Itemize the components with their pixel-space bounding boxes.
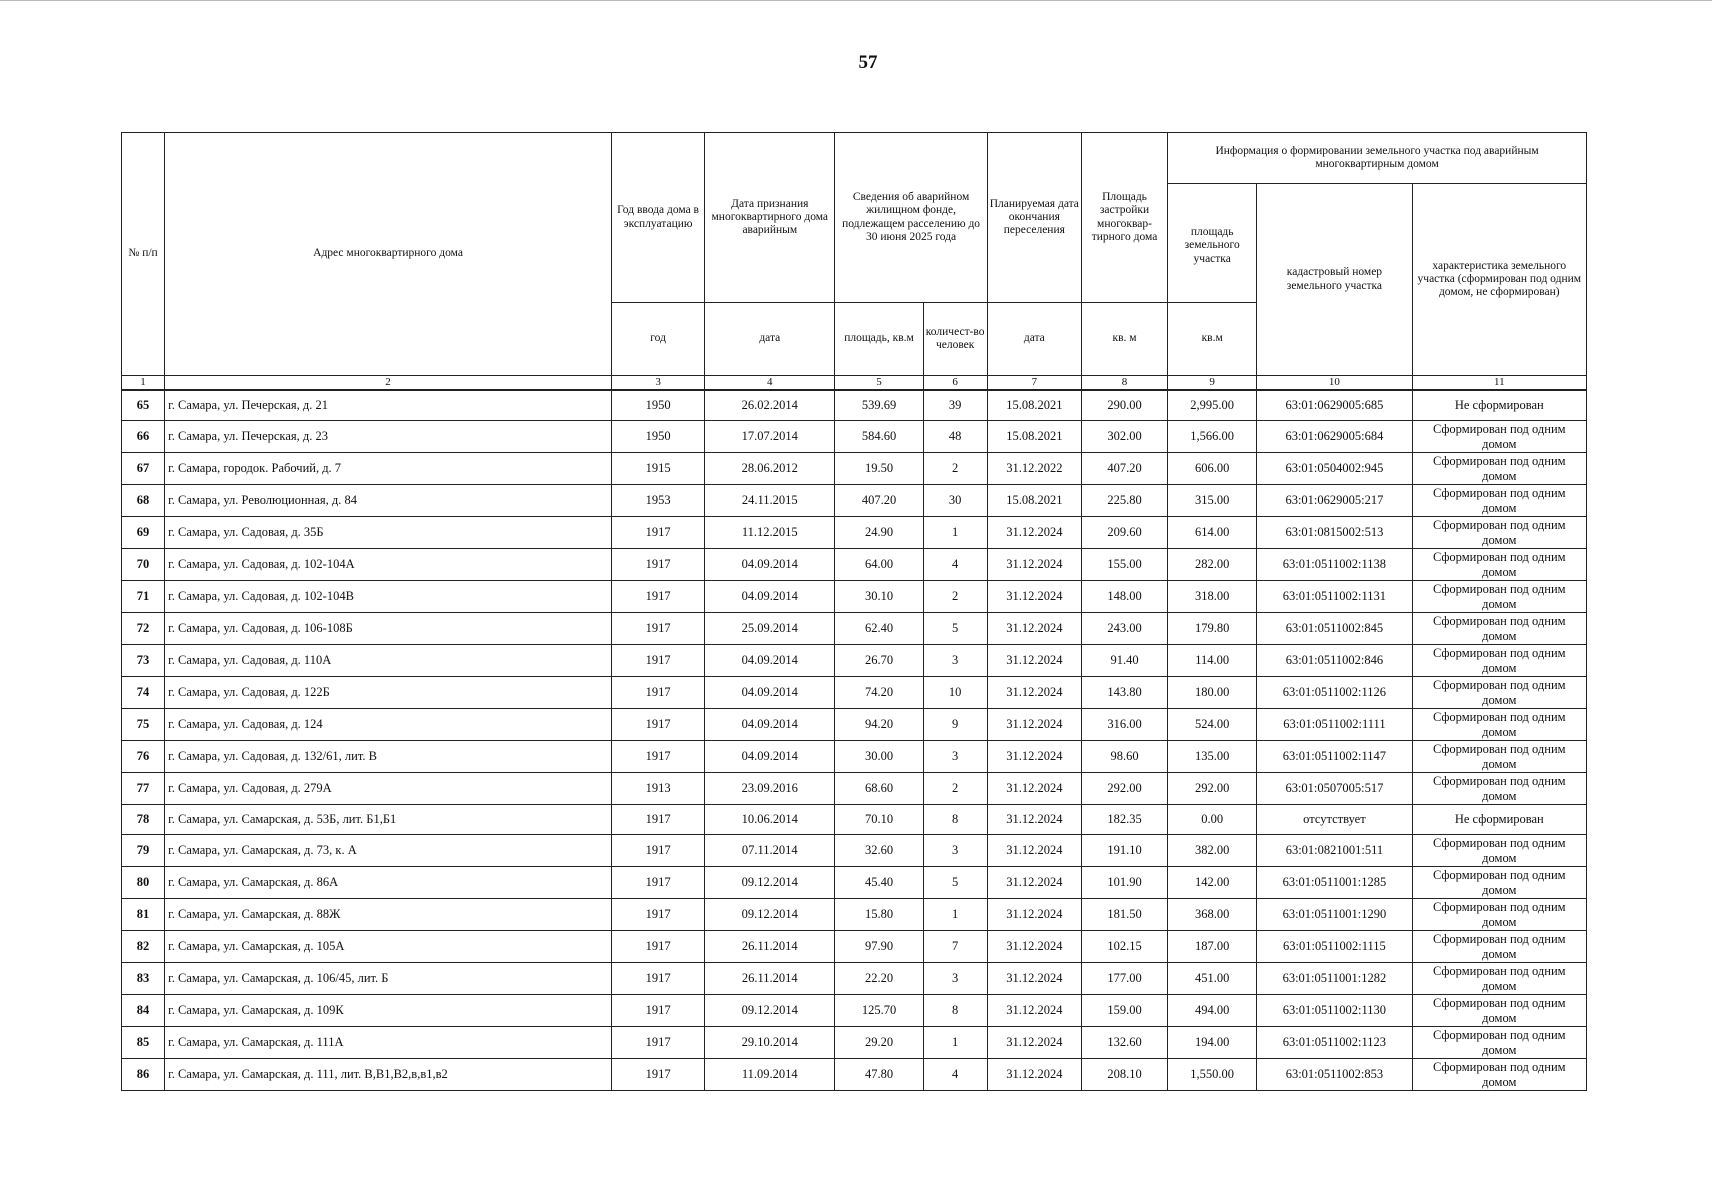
table-row: [122, 931, 1587, 963]
cadastral-number-cell: 63:01:0821001:511: [1257, 835, 1412, 867]
people-count-cell: 4: [923, 1059, 987, 1091]
land-area-cell: 282.00: [1168, 549, 1257, 581]
year-cell: 1917: [611, 805, 704, 835]
address-cell: г. Самара, ул. Самарская, д. 111, лит. В,В1,В2,в,в1,в2: [165, 1059, 612, 1091]
recognition-date-cell: 28.06.2012: [705, 453, 835, 485]
address-cell: г. Самара, ул. Революционная, д. 84: [165, 485, 612, 517]
page-number: 57: [858, 52, 878, 73]
cadastral-number-cell: 63:01:0504002:945: [1257, 453, 1412, 485]
table-row: [122, 1027, 1587, 1059]
people-count-cell: 4: [923, 549, 987, 581]
row-number: 75: [122, 709, 165, 741]
year-cell: 1950: [611, 421, 704, 453]
area-cell: 64.00: [835, 549, 923, 581]
land-characteristic-cell: Сформирован под одним домом: [1412, 645, 1586, 677]
planned-date-cell: 15.08.2021: [987, 485, 1081, 517]
building-area-cell: 243.00: [1081, 613, 1167, 645]
people-count-cell: 2: [923, 453, 987, 485]
people-count-cell: 8: [923, 995, 987, 1027]
area-cell: 22.20: [835, 963, 923, 995]
area-cell: 30.10: [835, 581, 923, 613]
area-cell: 74.20: [835, 677, 923, 709]
address-cell: г. Самара, ул. Садовая, д. 102-104А: [165, 549, 612, 581]
recognition-date-cell: 17.07.2014: [705, 421, 835, 453]
recognition-date-cell: 29.10.2014: [705, 1027, 835, 1059]
row-number: 78: [122, 805, 165, 835]
land-area-cell: 194.00: [1168, 1027, 1257, 1059]
column-number: 4: [705, 376, 835, 391]
recognition-date-cell: 26.02.2014: [705, 390, 835, 421]
land-area-cell: 614.00: [1168, 517, 1257, 549]
unit-date: дата: [705, 303, 835, 376]
row-number: 73: [122, 645, 165, 677]
table-row: [122, 995, 1587, 1027]
building-area-cell: 208.10: [1081, 1059, 1167, 1091]
cadastral-number-cell: 63:01:0629005:217: [1257, 485, 1412, 517]
column-number: 3: [611, 376, 704, 391]
cadastral-number-cell: 63:01:0511002:1115: [1257, 931, 1412, 963]
land-area-cell: 114.00: [1168, 645, 1257, 677]
row-number: 65: [122, 390, 165, 421]
land-characteristic-cell: Сформирован под одним домом: [1412, 677, 1586, 709]
row-number: 70: [122, 549, 165, 581]
cadastral-number-cell: отсутствует: [1257, 805, 1412, 835]
land-characteristic-cell: Сформирован под одним домом: [1412, 899, 1586, 931]
land-characteristic-cell: Сформирован под одним домом: [1412, 1059, 1586, 1091]
land-characteristic-cell: Сформирован под одним домом: [1412, 613, 1586, 645]
row-number: 74: [122, 677, 165, 709]
year-cell: 1917: [611, 899, 704, 931]
land-area-cell: 368.00: [1168, 899, 1257, 931]
year-cell: 1917: [611, 963, 704, 995]
address-cell: г. Самара, ул. Садовая, д. 124: [165, 709, 612, 741]
land-area-cell: 1,550.00: [1168, 1059, 1257, 1091]
recognition-date-cell: 09.12.2014: [705, 899, 835, 931]
land-characteristic-cell: Сформирован под одним домом: [1412, 709, 1586, 741]
cadastral-number-cell: 63:01:0511002:845: [1257, 613, 1412, 645]
address-cell: г. Самара, ул. Садовая, д. 35Б: [165, 517, 612, 549]
building-area-cell: 225.80: [1081, 485, 1167, 517]
building-area-cell: 302.00: [1081, 421, 1167, 453]
land-area-cell: 524.00: [1168, 709, 1257, 741]
area-cell: 407.20: [835, 485, 923, 517]
table-row: [122, 645, 1587, 677]
cadastral-number-cell: 63:01:0815002:513: [1257, 517, 1412, 549]
row-number: 82: [122, 931, 165, 963]
row-number: 85: [122, 1027, 165, 1059]
land-characteristic-cell: Сформирован под одним домом: [1412, 773, 1586, 805]
area-cell: 70.10: [835, 805, 923, 835]
table-row: [122, 517, 1587, 549]
planned-date-cell: 31.12.2024: [987, 1059, 1081, 1091]
building-area-cell: 316.00: [1081, 709, 1167, 741]
recognition-date-cell: 04.09.2014: [705, 645, 835, 677]
column-number: 5: [835, 376, 923, 391]
top-rule: [0, 0, 1712, 1]
land-area-cell: 2,995.00: [1168, 390, 1257, 421]
row-number: 83: [122, 963, 165, 995]
row-number: 66: [122, 421, 165, 453]
area-cell: 15.80: [835, 899, 923, 931]
address-cell: г. Самара, ул. Самарская, д. 106/45, лит. Б: [165, 963, 612, 995]
year-cell: 1913: [611, 773, 704, 805]
address-cell: г. Самара, ул. Печерская, д. 23: [165, 421, 612, 453]
column-number: 11: [1412, 376, 1586, 391]
land-characteristic-cell: Сформирован под одним домом: [1412, 931, 1586, 963]
address-cell: г. Самара, ул. Самарская, д. 53Б, лит. Б1,Б1: [165, 805, 612, 835]
table-row: [122, 1059, 1587, 1091]
year-cell: 1917: [611, 835, 704, 867]
land-characteristic-cell: Сформирован под одним домом: [1412, 995, 1586, 1027]
area-cell: 26.70: [835, 645, 923, 677]
land-area-cell: 292.00: [1168, 773, 1257, 805]
year-cell: 1917: [611, 709, 704, 741]
land-area-cell: 451.00: [1168, 963, 1257, 995]
planned-date-cell: 15.08.2021: [987, 390, 1081, 421]
people-count-cell: 10: [923, 677, 987, 709]
table-row: [122, 963, 1587, 995]
row-number: 71: [122, 581, 165, 613]
cadastral-number-cell: 63:01:0511002:1131: [1257, 581, 1412, 613]
land-characteristic-cell: Сформирован под одним домом: [1412, 581, 1586, 613]
cadastral-number-cell: 63:01:0511002:853: [1257, 1059, 1412, 1091]
building-area-cell: 148.00: [1081, 581, 1167, 613]
planned-date-cell: 31.12.2024: [987, 613, 1081, 645]
land-characteristic-cell: Сформирован под одним домом: [1412, 549, 1586, 581]
address-cell: г. Самара, ул. Самарская, д. 88Ж: [165, 899, 612, 931]
col-header-num: № п/п: [122, 133, 165, 376]
col-header-land-char: характеристика земельного участка (сформирован под одним домом, не сформирован): [1412, 184, 1586, 376]
table-row: [122, 677, 1587, 709]
building-area-cell: 407.20: [1081, 453, 1167, 485]
column-number: 2: [165, 376, 612, 391]
column-number: 7: [987, 376, 1081, 391]
cadastral-number-cell: 63:01:0511001:1290: [1257, 899, 1412, 931]
land-area-cell: 494.00: [1168, 995, 1257, 1027]
address-cell: г. Самара, ул. Садовая, д. 102-104В: [165, 581, 612, 613]
emergency-housing-table: [121, 132, 1587, 1091]
people-count-cell: 30: [923, 485, 987, 517]
recognition-date-cell: 04.09.2014: [705, 549, 835, 581]
table-row: [122, 805, 1587, 835]
cadastral-number-cell: 63:01:0511002:1130: [1257, 995, 1412, 1027]
recognition-date-cell: 04.09.2014: [705, 581, 835, 613]
address-cell: г. Самара, ул. Самарская, д. 73, к. А: [165, 835, 612, 867]
land-area-cell: 315.00: [1168, 485, 1257, 517]
people-count-cell: 7: [923, 931, 987, 963]
building-area-cell: 155.00: [1081, 549, 1167, 581]
people-count-cell: 3: [923, 835, 987, 867]
land-area-cell: 135.00: [1168, 741, 1257, 773]
table-row: [122, 453, 1587, 485]
year-cell: 1917: [611, 931, 704, 963]
people-count-cell: 2: [923, 581, 987, 613]
address-cell: г. Самара, ул. Садовая, д. 132/61, лит. В: [165, 741, 612, 773]
address-cell: г. Самара, ул. Садовая, д. 106-108Б: [165, 613, 612, 645]
people-count-cell: 1: [923, 517, 987, 549]
planned-date-cell: 31.12.2024: [987, 645, 1081, 677]
building-area-cell: 292.00: [1081, 773, 1167, 805]
year-cell: 1950: [611, 390, 704, 421]
people-count-cell: 5: [923, 867, 987, 899]
planned-date-cell: 31.12.2024: [987, 805, 1081, 835]
cadastral-number-cell: 63:01:0511002:846: [1257, 645, 1412, 677]
column-number: 10: [1257, 376, 1412, 391]
address-cell: г. Самара, городок. Рабочий, д. 7: [165, 453, 612, 485]
land-characteristic-cell: Сформирован под одним домом: [1412, 741, 1586, 773]
land-area-cell: 606.00: [1168, 453, 1257, 485]
row-number: 81: [122, 899, 165, 931]
year-cell: 1915: [611, 453, 704, 485]
land-characteristic-cell: Сформирован под одним домом: [1412, 867, 1586, 899]
area-cell: 30.00: [835, 741, 923, 773]
table-row: [122, 867, 1587, 899]
year-cell: 1917: [611, 995, 704, 1027]
building-area-cell: 143.80: [1081, 677, 1167, 709]
building-area-cell: 101.90: [1081, 867, 1167, 899]
area-cell: 125.70: [835, 995, 923, 1027]
row-number: 68: [122, 485, 165, 517]
address-cell: г. Самара, ул. Садовая, д. 122Б: [165, 677, 612, 709]
year-cell: 1953: [611, 485, 704, 517]
land-area-cell: 1,566.00: [1168, 421, 1257, 453]
col-header-planned-date: Планируемая дата окончания переселения: [987, 133, 1081, 303]
people-count-cell: 1: [923, 899, 987, 931]
recognition-date-cell: 23.09.2016: [705, 773, 835, 805]
cadastral-number-cell: 63:01:0511002:1138: [1257, 549, 1412, 581]
people-count-cell: 2: [923, 773, 987, 805]
land-characteristic-cell: Сформирован под одним домом: [1412, 485, 1586, 517]
year-cell: 1917: [611, 1027, 704, 1059]
year-cell: 1917: [611, 1059, 704, 1091]
people-count-cell: 3: [923, 741, 987, 773]
year-cell: 1917: [611, 645, 704, 677]
table-row: [122, 421, 1587, 453]
unit-sqm2: кв.м: [1168, 303, 1257, 376]
building-area-cell: 102.15: [1081, 931, 1167, 963]
land-area-cell: 187.00: [1168, 931, 1257, 963]
building-area-cell: 98.60: [1081, 741, 1167, 773]
row-number: 79: [122, 835, 165, 867]
cadastral-number-cell: 63:01:0511002:1147: [1257, 741, 1412, 773]
building-area-cell: 177.00: [1081, 963, 1167, 995]
recognition-date-cell: 25.09.2014: [705, 613, 835, 645]
recognition-date-cell: 10.06.2014: [705, 805, 835, 835]
table-row: [122, 390, 1587, 421]
address-cell: г. Самара, ул. Самарская, д. 105А: [165, 931, 612, 963]
row-number: 86: [122, 1059, 165, 1091]
area-cell: 24.90: [835, 517, 923, 549]
land-characteristic-cell: Не сформирован: [1412, 390, 1586, 421]
land-area-cell: 179.80: [1168, 613, 1257, 645]
cadastral-number-cell: 63:01:0507005:517: [1257, 773, 1412, 805]
land-characteristic-cell: Сформирован под одним домом: [1412, 963, 1586, 995]
planned-date-cell: 31.12.2024: [987, 931, 1081, 963]
area-cell: 62.40: [835, 613, 923, 645]
row-number: 69: [122, 517, 165, 549]
year-cell: 1917: [611, 677, 704, 709]
building-area-cell: 191.10: [1081, 835, 1167, 867]
area-cell: 539.69: [835, 390, 923, 421]
recognition-date-cell: 04.09.2014: [705, 677, 835, 709]
building-area-cell: 91.40: [1081, 645, 1167, 677]
planned-date-cell: 31.12.2024: [987, 709, 1081, 741]
land-area-cell: 318.00: [1168, 581, 1257, 613]
planned-date-cell: 31.12.2024: [987, 899, 1081, 931]
col-header-fund-info: Сведения об аварийном жилищном фонде, подлежащем расселению до 30 июня 2025 года: [835, 133, 987, 303]
cadastral-number-cell: 63:01:0511002:1111: [1257, 709, 1412, 741]
people-count-cell: 9: [923, 709, 987, 741]
row-number: 80: [122, 867, 165, 899]
land-characteristic-cell: Сформирован под одним домом: [1412, 453, 1586, 485]
year-cell: 1917: [611, 741, 704, 773]
recognition-date-cell: 09.12.2014: [705, 995, 835, 1027]
cadastral-number-cell: 63:01:0629005:685: [1257, 390, 1412, 421]
col-header-address: Адрес многоквартирного дома: [165, 133, 612, 376]
planned-date-cell: 31.12.2024: [987, 1027, 1081, 1059]
table-row: [122, 709, 1587, 741]
recognition-date-cell: 11.12.2015: [705, 517, 835, 549]
address-cell: г. Самара, ул. Самарская, д. 86А: [165, 867, 612, 899]
planned-date-cell: 31.12.2024: [987, 995, 1081, 1027]
recognition-date-cell: 04.09.2014: [705, 741, 835, 773]
planned-date-cell: 31.12.2024: [987, 581, 1081, 613]
col-header-land-area: площадь земельного участка: [1168, 184, 1257, 303]
row-number: 84: [122, 995, 165, 1027]
table-row: [122, 613, 1587, 645]
recognition-date-cell: 07.11.2014: [705, 835, 835, 867]
recognition-date-cell: 04.09.2014: [705, 709, 835, 741]
area-cell: 45.40: [835, 867, 923, 899]
year-cell: 1917: [611, 549, 704, 581]
people-count-cell: 1: [923, 1027, 987, 1059]
area-cell: 94.20: [835, 709, 923, 741]
area-cell: 19.50: [835, 453, 923, 485]
year-cell: 1917: [611, 613, 704, 645]
land-area-cell: 0.00: [1168, 805, 1257, 835]
people-count-cell: 3: [923, 645, 987, 677]
people-count-cell: 5: [923, 613, 987, 645]
row-number: 77: [122, 773, 165, 805]
building-area-cell: 181.50: [1081, 899, 1167, 931]
land-area-cell: 142.00: [1168, 867, 1257, 899]
year-cell: 1917: [611, 581, 704, 613]
year-cell: 1917: [611, 517, 704, 549]
address-cell: г. Самара, ул. Самарская, д. 111А: [165, 1027, 612, 1059]
table-row: [122, 773, 1587, 805]
header-row-1: [122, 133, 1587, 184]
unit-sqm: кв. м: [1081, 303, 1167, 376]
recognition-date-cell: 26.11.2014: [705, 963, 835, 995]
area-cell: 29.20: [835, 1027, 923, 1059]
cadastral-number-cell: 63:01:0629005:684: [1257, 421, 1412, 453]
address-cell: г. Самара, ул. Печерская, д. 21: [165, 390, 612, 421]
table-row: [122, 835, 1587, 867]
column-number: 1: [122, 376, 165, 391]
planned-date-cell: 31.12.2024: [987, 677, 1081, 709]
planned-date-cell: 31.12.2022: [987, 453, 1081, 485]
area-cell: 32.60: [835, 835, 923, 867]
land-characteristic-cell: Сформирован под одним домом: [1412, 835, 1586, 867]
unit-date2: дата: [987, 303, 1081, 376]
people-count-cell: 48: [923, 421, 987, 453]
address-cell: г. Самара, ул. Садовая, д. 110А: [165, 645, 612, 677]
col-header-cadastral: кадастровый номер земельного участка: [1257, 184, 1412, 376]
address-cell: г. Самара, ул. Садовая, д. 279А: [165, 773, 612, 805]
row-number: 76: [122, 741, 165, 773]
recognition-date-cell: 09.12.2014: [705, 867, 835, 899]
recognition-date-cell: 26.11.2014: [705, 931, 835, 963]
planned-date-cell: 31.12.2024: [987, 867, 1081, 899]
planned-date-cell: 31.12.2024: [987, 835, 1081, 867]
table-row: [122, 581, 1587, 613]
land-characteristic-cell: Сформирован под одним домом: [1412, 1027, 1586, 1059]
table-row: [122, 549, 1587, 581]
building-area-cell: 182.35: [1081, 805, 1167, 835]
planned-date-cell: 31.12.2024: [987, 517, 1081, 549]
col-header-recognition-date: Дата признания многоквартирного дома аварийным: [705, 133, 835, 303]
area-cell: 47.80: [835, 1059, 923, 1091]
people-count-cell: 8: [923, 805, 987, 835]
planned-date-cell: 31.12.2024: [987, 963, 1081, 995]
planned-date-cell: 15.08.2021: [987, 421, 1081, 453]
table-row: [122, 899, 1587, 931]
cadastral-number-cell: 63:01:0511001:1282: [1257, 963, 1412, 995]
land-characteristic-cell: Сформирован под одним домом: [1412, 517, 1586, 549]
building-area-cell: 209.60: [1081, 517, 1167, 549]
year-cell: 1917: [611, 867, 704, 899]
land-area-cell: 382.00: [1168, 835, 1257, 867]
recognition-date-cell: 24.11.2015: [705, 485, 835, 517]
row-number: 67: [122, 453, 165, 485]
planned-date-cell: 31.12.2024: [987, 773, 1081, 805]
unit-area: площадь, кв.м: [835, 303, 923, 376]
people-count-cell: 39: [923, 390, 987, 421]
building-area-cell: 290.00: [1081, 390, 1167, 421]
recognition-date-cell: 11.09.2014: [705, 1059, 835, 1091]
cadastral-number-cell: 63:01:0511002:1126: [1257, 677, 1412, 709]
unit-people: количест-во человек: [923, 303, 987, 376]
row-number: 72: [122, 613, 165, 645]
table-row: [122, 741, 1587, 773]
land-characteristic-cell: Не сформирован: [1412, 805, 1586, 835]
area-cell: 68.60: [835, 773, 923, 805]
address-cell: г. Самара, ул. Самарская, д. 109К: [165, 995, 612, 1027]
land-characteristic-cell: Сформирован под одним домом: [1412, 421, 1586, 453]
column-number-row: [122, 376, 1587, 391]
building-area-cell: 132.60: [1081, 1027, 1167, 1059]
area-cell: 97.90: [835, 931, 923, 963]
col-header-year: Год ввода дома в эксплуатацию: [611, 133, 704, 303]
column-number: 6: [923, 376, 987, 391]
building-area-cell: 159.00: [1081, 995, 1167, 1027]
cadastral-number-cell: 63:01:0511001:1285: [1257, 867, 1412, 899]
column-number: 8: [1081, 376, 1167, 391]
col-header-building-area: Площадь застройки многоквар-тирного дома: [1081, 133, 1167, 303]
column-number: 9: [1168, 376, 1257, 391]
land-area-cell: 180.00: [1168, 677, 1257, 709]
people-count-cell: 3: [923, 963, 987, 995]
planned-date-cell: 31.12.2024: [987, 741, 1081, 773]
table-body: [122, 390, 1587, 1091]
unit-year: год: [611, 303, 704, 376]
col-header-land-info: Информация о формировании земельного участка под аварийным многоквартирным домом: [1168, 133, 1587, 184]
area-cell: 584.60: [835, 421, 923, 453]
planned-date-cell: 31.12.2024: [987, 549, 1081, 581]
cadastral-number-cell: 63:01:0511002:1123: [1257, 1027, 1412, 1059]
table-row: [122, 485, 1587, 517]
